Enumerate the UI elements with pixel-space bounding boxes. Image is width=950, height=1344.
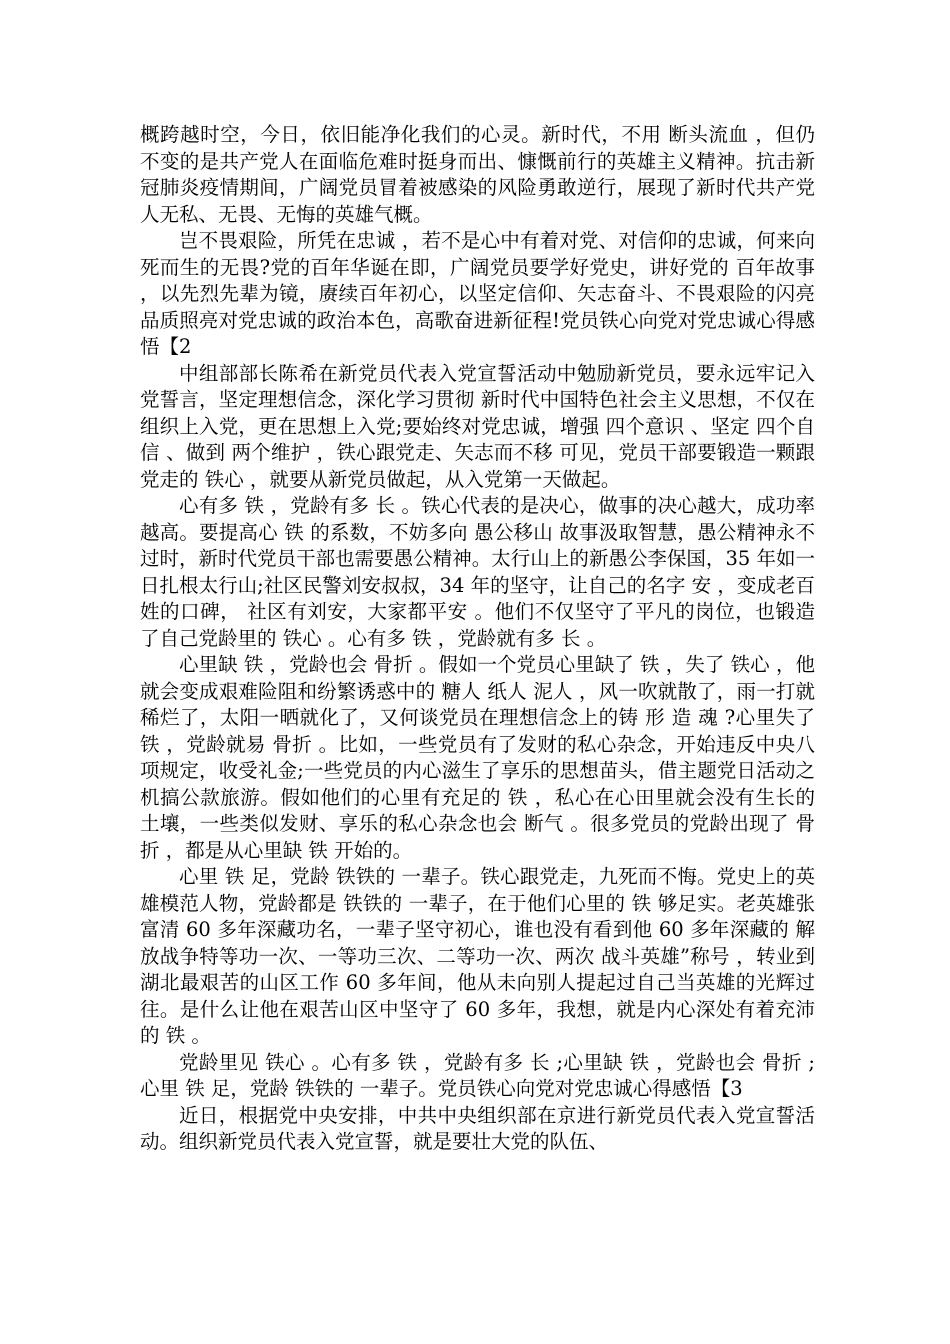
paragraph-3: 中组部部长陈希在新党员代表入党宣誓活动中勉励新党员，要永远牢记入党誓言，坚定理想信念，深化学习贯彻 新时代中国特色社会主义思想，不仅在组织上入党，更在思想上入党;要始终对党忠诚，增强 四个意识 、坚定 四个自信 、做到 两个维护 ，铁心跟党走、矢志而不移 可见，党员干部要锻造一颗跟党走的 铁心 ，就要从新党员做起，从入党第一天做起。 <box>140 361 815 491</box>
paragraph-1: 概跨越时空，今日，依旧能净化我们的心灵。新时代，不用 断头流血 ，但仍不变的是共产党人在面临危难时挺身而出、慷慨前行的英雄主义精神。抗击新冠肺炎疫情期间，广阔党员冒着被感染的风险勇敢逆行，展现了新时代共产党人无私、无畏、无悔的英雄气概。 <box>140 123 815 226</box>
paragraph-8: 近日，根据党中央安排，中共中央组织部在京进行新党员代表入党宣誓活动。组织新党员代表入党宣誓，就是要壮大党的队伍、 <box>140 1103 815 1153</box>
paragraph-2: 岂不畏艰险，所凭在忠诚 ，若不是心中有着对党、对信仰的忠诚，何来向死而生的无畏?党的百年华诞在即，广阔党员要学好党史，讲好党的 百年故事 ，以先烈先辈为镜，赓续百年初心，以坚定信仰、矢志奋斗、不畏艰险的闪亮品质照亮对党忠诚的政治本色，高歌奋进新征程!党员铁心向党对党忠诚心得感悟【2 <box>140 229 815 358</box>
paragraph-7: 党龄里见 铁心 。心有多 铁 ，党龄有多 长 ;心里缺 铁 ，党龄也会 骨折 ;心里 铁 足，党龄 铁铁的 一辈子。党员铁心向党对党忠诚心得感悟【3 <box>140 1050 815 1100</box>
document-body <box>140 122 815 1156</box>
paragraph-4: 心有多 铁 ，党龄有多 长 。铁心代表的是决心，做事的决心越大，成功率越高。要提高心 铁 的系数，不妨多向 愚公移山 故事汲取智慧，愚公精神永不过时，新时代党员干部也需要愚公精神。太行山上的新愚公李保国，35 年如一日扎根太行山;社区民警刘安叔叔，34 年的坚守，让自己的名字 安 ，变成老百姓的口碑， 社区有刘安，大家都平安 。他们不仅坚守了平凡的岗位，也锻造了自己党龄里的 铁心 。心有多 铁 ，党龄就有多 长 。 <box>140 494 815 650</box>
paragraph-6: 心里 铁 足，党龄 铁铁的 一辈子。铁心跟党走，九死而不悔。党史上的英雄模范人物，党龄都是 铁铁的 一辈子，在于他们心里的 铁 够足实。老英雄张富清 60 多年深藏功名，一辈子坚守初心，谁也没有看到他 60 多年深藏的 解放战争特等功一次、一等功三次、二等功一次、两次 战斗英雄”称号 ，转业到湖北最艰苦的山区工作 60 多年间，他从未向别人提起过自己当英雄的光辉过往。是什么让他在艰苦山区中坚守了 60 多年，我想，就是内心深处有着充沛的 铁 。 <box>140 865 815 1047</box>
paragraph-5: 心里缺 铁 ，党龄也会 骨折 。假如一个党员心里缺了 铁 ，失了 铁心 ，他就会变成艰难险阻和纷繁诱惑中的 糖人 纸人 泥人 ，风一吹就散了，雨一打就稀烂了，太阳一晒就化了，又何谈党员在理想信念上的铸 形 造 魂 ?心里失了 铁 ，党龄就易 骨折 。比如，一些党员有了发财的私心杂念，开始违反中央八项规定，收受礼金;一些党员的内心滋生了享乐的思想苗头，借主题党日活动之机搞公款旅游。假如他们的心里有充足的 铁 ，私心在心田里就会没有生长的土壤，一些类似发财、享乐的私心杂念也会 断气 。很多党员的党龄出现了 骨折 ，都是从心里缺 铁 开始的。 <box>140 653 815 862</box>
